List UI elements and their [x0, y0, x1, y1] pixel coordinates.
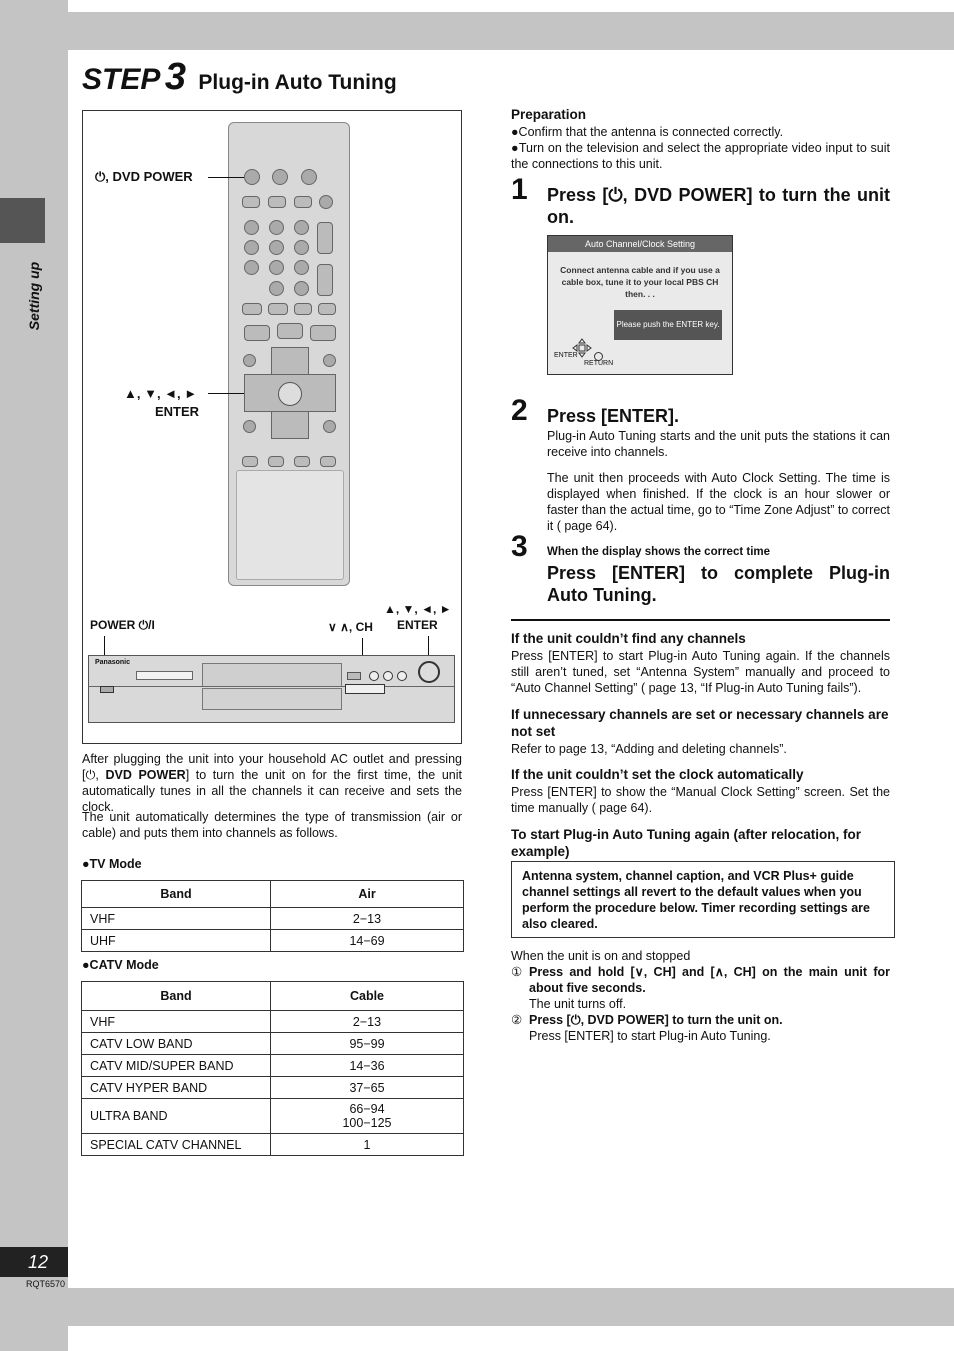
callout-unit-arrows: ▲, ▼, ◄, ► [384, 602, 452, 616]
remote-lower-panel [236, 470, 344, 580]
transmission-paragraph: The unit automatically determines the type of transmission (air or cable) and puts them into channels as follows. [82, 810, 462, 840]
unit-power-button [100, 686, 114, 693]
value-cell [271, 1099, 464, 1134]
table-header: Band [82, 881, 271, 908]
direct-navigator-button [243, 354, 256, 367]
section-no-channels-title: If the unit couldn’t find any channels [511, 631, 746, 646]
intro-paragraph: After plugging the unit into your household AC outlet and pressing [⏻, DVD POWER] to turn the unit on for the first time, the unit automatically tunes in all the channels it can receive and sets the clock. [82, 752, 462, 814]
band-cell: VHF [82, 1011, 271, 1033]
item-1-result: The unit turns off. [529, 997, 627, 1011]
num-4-button [244, 240, 259, 255]
display-button [294, 456, 310, 467]
unit-jog-dial [418, 661, 440, 683]
band-cell: SPECIAL CATV CHANNEL [82, 1134, 271, 1156]
screen-title: Auto Channel/Clock Setting [548, 236, 732, 252]
unit-button-2 [383, 671, 393, 681]
item-2-result: Press [ENTER] to start Plug-in Auto Tuning. [529, 1029, 771, 1043]
dvd-power-button [244, 169, 260, 185]
tv-screen-display [547, 235, 733, 375]
step-2-paragraph-2: The unit then proceeds with Auto Clock Setting. The time is displayed when finished. If the clock is an hour slower or faster than the actual time, go to “Time Zone Adjust” to correct it ( page 64). [547, 471, 890, 533]
num-3-button [294, 220, 309, 235]
value-line: 66−94 [349, 1102, 385, 1116]
disc-tray-slot [136, 671, 193, 680]
step-1-heading: Press [⏻, DVD POWER] to turn the unit on. [547, 185, 890, 227]
unit-divider [88, 686, 455, 687]
step-2-number: 2 [511, 394, 528, 427]
table-row [82, 1077, 464, 1099]
callout-enter: ENTER [155, 404, 200, 419]
band-cell: CATV HYPER BAND [82, 1077, 271, 1099]
callout-unit-enter: ENTER [397, 618, 438, 632]
unit-ch-buttons [345, 684, 385, 694]
table-row [82, 908, 464, 930]
value-line: 100−125 [342, 1116, 392, 1130]
bottom-margin-bar [68, 1288, 954, 1326]
screen-message: Connect antenna cable and if you use a cable box, tune it to your local PBS CH then. . . [560, 265, 720, 299]
vcr-button [242, 303, 262, 315]
catv-mode-table [81, 981, 464, 1156]
unit-small-button [347, 672, 361, 680]
band-cell: UHF [82, 930, 271, 952]
dvd-button [268, 303, 288, 315]
value-cell: 95−99 [271, 1033, 464, 1055]
tv-power-button [272, 169, 288, 185]
fast-forward-button [318, 303, 336, 315]
band-cell: CATV LOW BAND [82, 1033, 271, 1055]
tv-mode-label: ●TV Mode [82, 857, 142, 871]
value-cell: 14−36 [271, 1055, 464, 1077]
volume-rocker [317, 264, 333, 296]
num-5-button [269, 240, 284, 255]
section-clock-title: If the unit couldn’t set the clock automatically [511, 767, 804, 782]
reset-warning-note: Antenna system, channel caption, and VCR Plus+ guide channel settings all revert to the default values when you perform the procedure below. Timer recording settings are also cleared. [511, 861, 895, 938]
table-header-row [82, 982, 464, 1011]
table-row [82, 1033, 464, 1055]
time-slip-button [320, 456, 336, 467]
band-cell: CATV MID/SUPER BAND [82, 1055, 271, 1077]
num-1-button [244, 220, 259, 235]
value-cell: 1 [271, 1134, 464, 1156]
unit-brand-logo: Panasonic [95, 659, 131, 666]
section-clock-text: Press [ENTER] to show the “Manual Clock Setting” screen. Set the time manually ( page 64). [511, 785, 890, 815]
callout-dvd-power: ⏻, DVD POWER [95, 169, 193, 184]
section-channels-set-title: If unnecessary channels are set or necessary channels are not set [511, 707, 889, 739]
enter-button [278, 382, 302, 406]
callout-unit-ch: ∨ ∧, CH [328, 620, 373, 634]
catv-mode-label: ●CATV Mode [82, 958, 159, 972]
step-word: STEP [82, 63, 161, 96]
screen-enter-label: ENTER [554, 352, 578, 359]
callout-unit-power: POWER ⏻/I [90, 618, 155, 632]
num-7-button [244, 260, 259, 275]
item-2-instruction: Press [⏻, DVD POWER] to turn the unit on. [529, 1013, 783, 1027]
section-tab [0, 198, 45, 243]
section-no-channels-text: Press [ENTER] to start Plug-in Auto Tuning again. If the channels still aren’t tuned, set “Antenna System” manually and proceed to “Auto Channel Setting” ( page 13, “If Plug-in Auto Tuning fails”). [511, 649, 890, 695]
item-1-instruction: Press and hold [∨, CH] and [∧, CH] on the main unit for about five seconds. [529, 965, 890, 995]
prog-check-button [242, 456, 258, 467]
section-restart-title: To start Plug-in Auto Tuning again (after relocation, for example) [511, 827, 861, 859]
band-cell: ULTRA BAND [82, 1099, 271, 1134]
callout-line-power [208, 177, 244, 178]
rec-mode-button [294, 196, 312, 208]
step-2-paragraph-1: Plug-in Auto Tuning starts and the unit puts the stations it can receive into channels. [547, 429, 890, 459]
side-section-label: Setting up [26, 261, 42, 331]
condition-text: When the unit is on and stopped [511, 949, 691, 963]
pause-button [277, 323, 303, 339]
unit-button-1 [369, 671, 379, 681]
callout-arrows: ▲, ▼, ◄, ► [124, 386, 198, 401]
table-row [82, 930, 464, 952]
step-2-heading: Press [ENTER]. [547, 406, 680, 426]
num-8-button [269, 260, 284, 275]
num-0-button [269, 281, 284, 296]
table-row [82, 1011, 464, 1033]
num-9-button [294, 260, 309, 275]
value-cell: 2−13 [271, 908, 464, 930]
play-button [310, 325, 336, 341]
page-title [82, 56, 397, 99]
table-row [82, 1055, 464, 1077]
step-3-number: 3 [511, 530, 528, 563]
title-text: Plug-in Auto Tuning [198, 71, 397, 94]
ch-rocker [317, 222, 333, 254]
item-1-marker: ① [511, 965, 523, 979]
preparation-item: ●Confirm that the antenna is connected correctly. [511, 125, 784, 139]
stop-button [244, 325, 270, 341]
num-100-button [294, 281, 309, 296]
band-cell: VHF [82, 908, 271, 930]
screen-return-label: RETURN [584, 360, 614, 367]
functions-button [243, 420, 256, 433]
unit-display-panel [202, 663, 342, 687]
unit-front-door [202, 688, 342, 710]
table-header: Cable [271, 982, 464, 1011]
rewind-button [294, 303, 312, 315]
step-3-heading: Press [ENTER] to complete Plug-in Auto Tuning. [547, 563, 890, 605]
preparation-title: Preparation [511, 107, 587, 122]
num-6-button [294, 240, 309, 255]
page-number: 12 [0, 1247, 68, 1277]
rec-button [319, 195, 333, 209]
step-3-condition: When the display shows the correct time [547, 546, 771, 558]
return-button [323, 420, 336, 433]
model-code: RQT6570 [26, 1279, 66, 1289]
table-row [82, 1134, 464, 1156]
preparation-item: ●Turn on the television and select the appropriate video input to suit the connections to this unit. [511, 141, 890, 171]
step-1-number: 1 [511, 173, 528, 206]
item-2-marker: ② [511, 1013, 523, 1027]
dvd-tv-button [301, 169, 317, 185]
callout-line-arrows [208, 393, 244, 394]
section-divider [511, 619, 890, 621]
section-channels-set-text: Refer to page 13, “Adding and deleting channels”. [511, 742, 787, 756]
step-number: 3 [164, 56, 186, 98]
value-cell: 14−69 [271, 930, 464, 952]
play-list-button [323, 354, 336, 367]
vcr-plus-button [242, 196, 260, 208]
tv-mode-table [81, 880, 464, 952]
table-header: Air [271, 881, 464, 908]
table-header-row [82, 881, 464, 908]
value-cell: 2−13 [271, 1011, 464, 1033]
screen-push-enter: Please push the ENTER key. [614, 310, 722, 340]
top-margin-bar [68, 12, 954, 50]
value-cell: 37−65 [271, 1077, 464, 1099]
tv-video-button [268, 196, 286, 208]
table-row [82, 1099, 464, 1134]
unit-button-3 [397, 671, 407, 681]
table-header: Band [82, 982, 271, 1011]
num-2-button [269, 220, 284, 235]
add-dlt-button [268, 456, 284, 467]
